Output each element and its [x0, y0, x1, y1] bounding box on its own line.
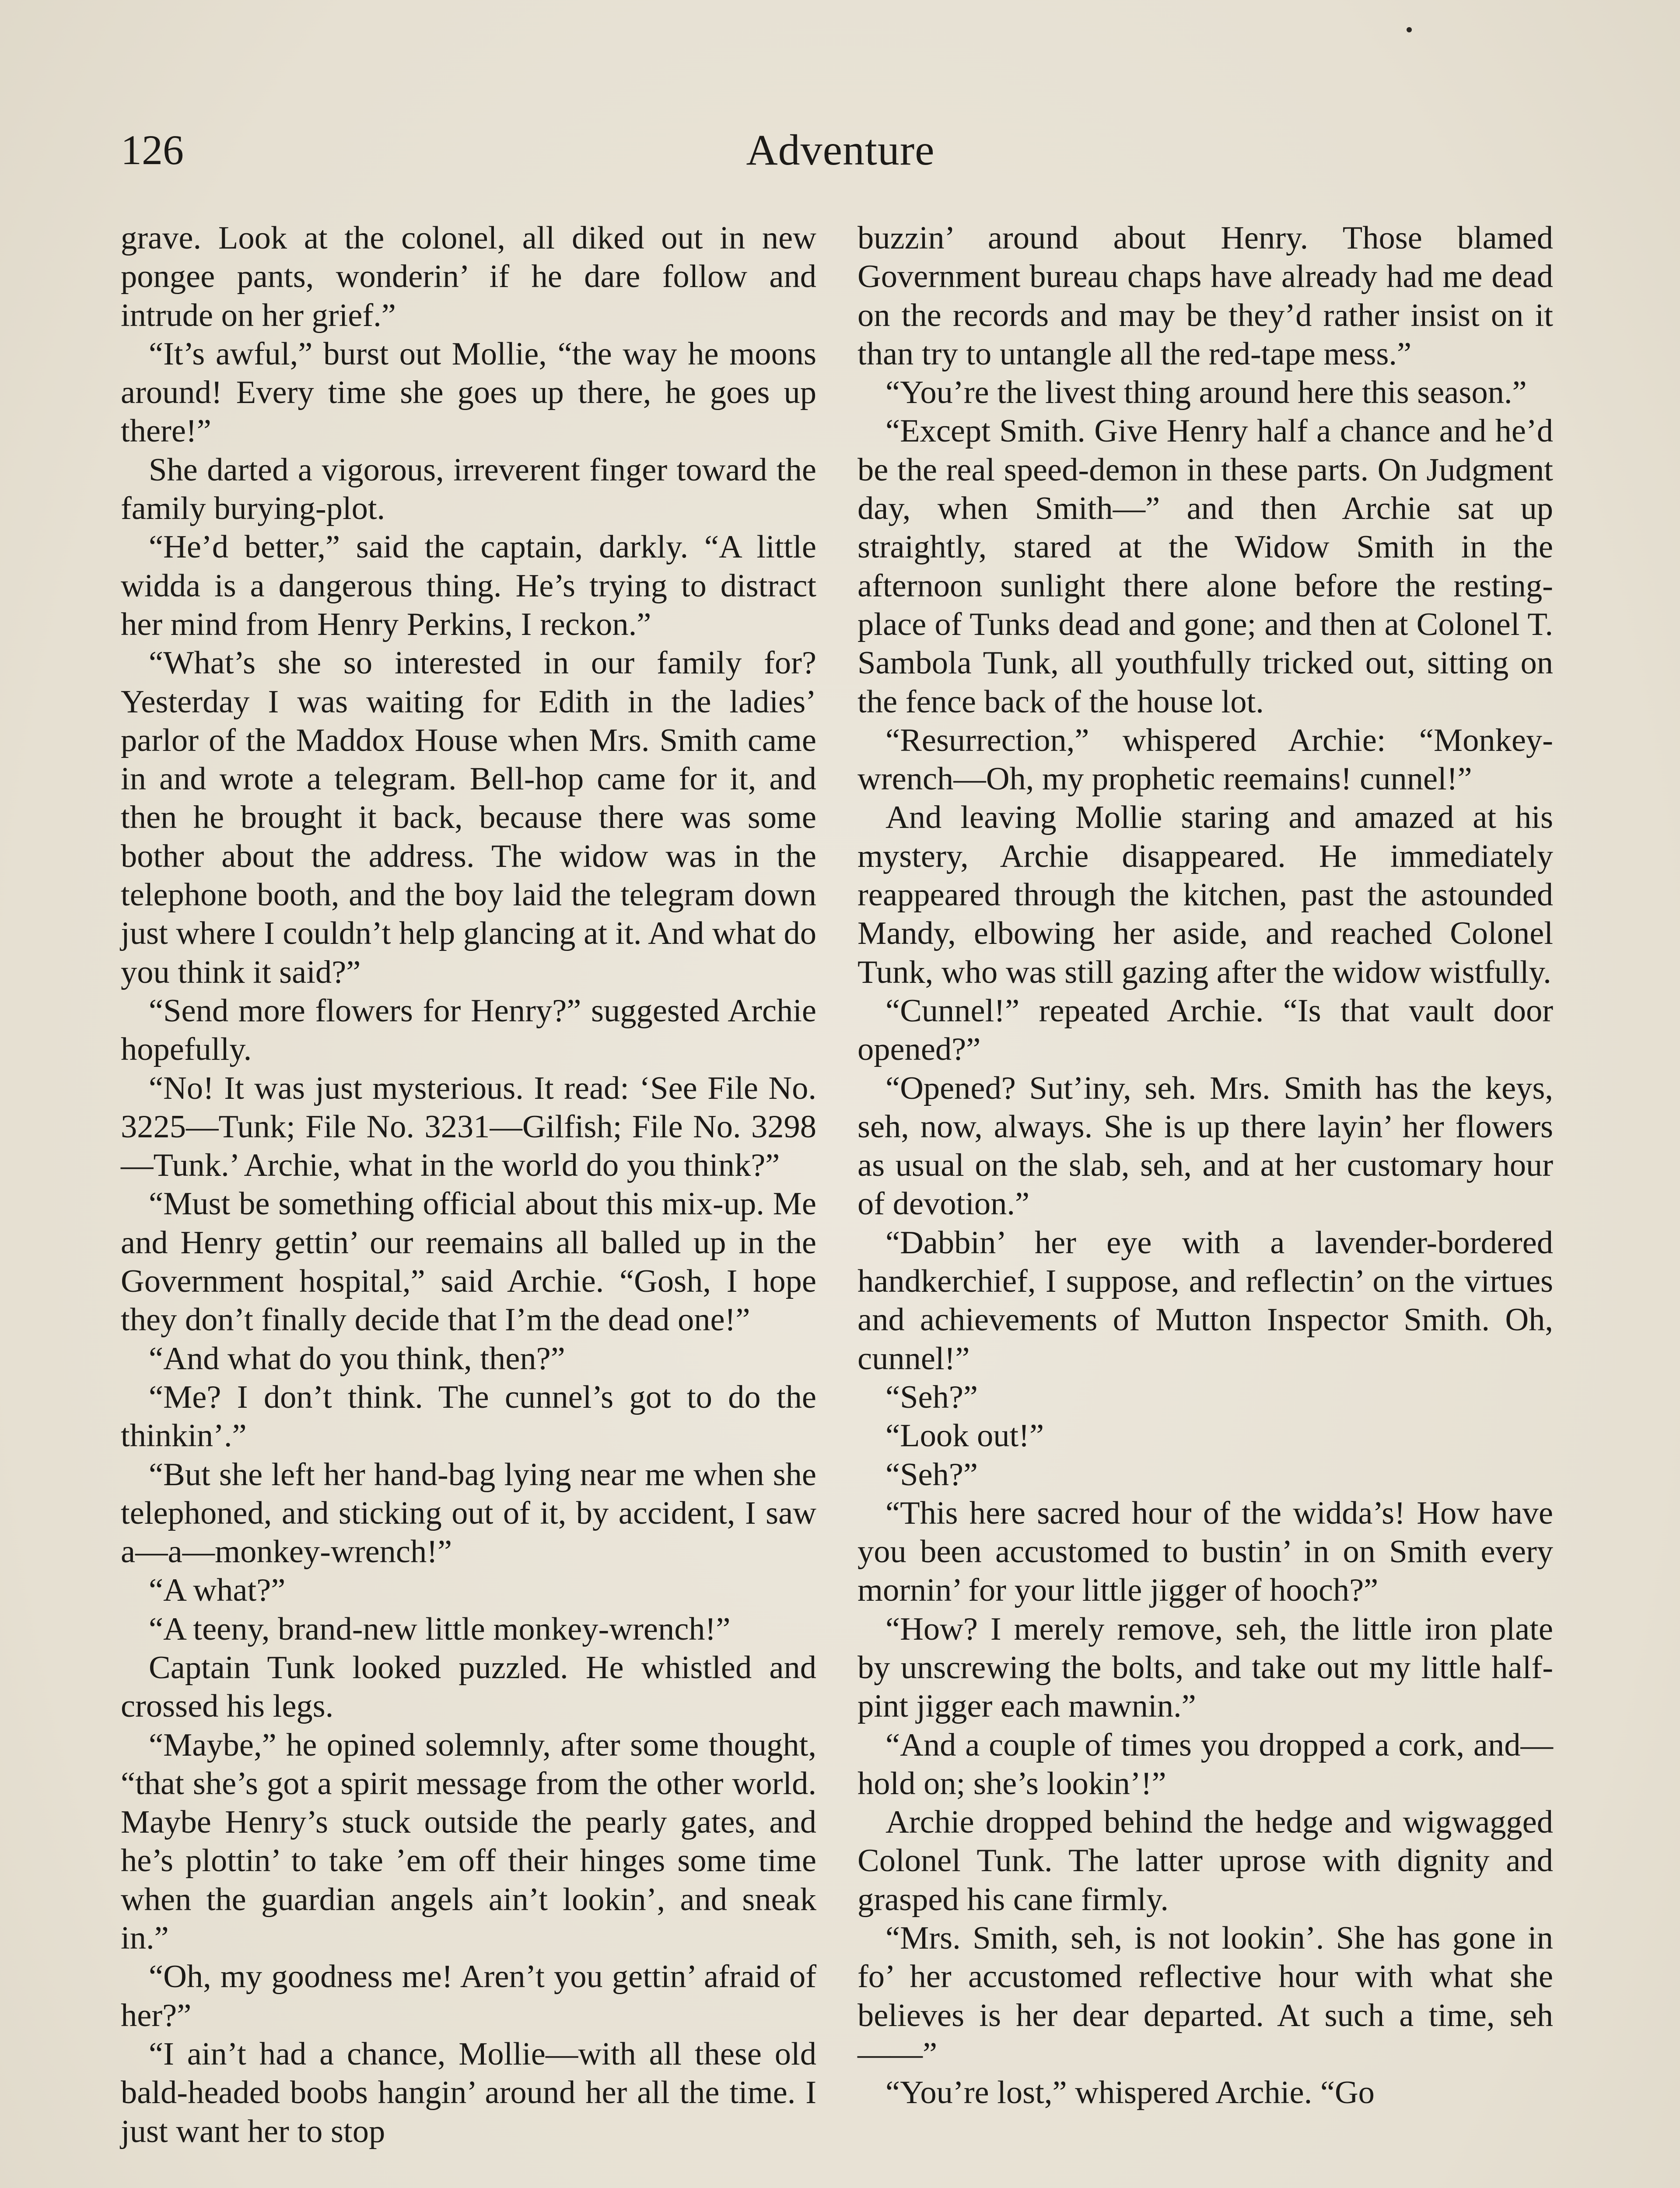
paragraph: “Must be something official about this mix-up. Me and Henry gettin’ our reemains all balled up in the Government hospital,” said Archie. “Gosh, I hope they don’t finally decide that I’m the dead one!”: [121, 1186, 816, 1338]
running-title: Adventure: [746, 126, 935, 174]
paragraph: “Me? I don’t think. The cunnel’s got to do the thinkin’.”: [121, 1379, 816, 1454]
paragraph: Archie dropped behind the hedge and wigwagged Colonel Tunk. The latter uprose with dignity and grasped his cane firmly.: [858, 1804, 1553, 1918]
paragraph: She darted a vigorous, irreverent finger toward the family burying-plot.: [121, 452, 816, 527]
paragraph: “Oh, my goodness me! Aren’t you gettin’ afraid of her?”: [121, 1959, 816, 2034]
paragraph: “Seh?”: [886, 1379, 978, 1415]
paragraph: “You’re the livest thing around here this season.”: [886, 375, 1527, 411]
paragraph: “Maybe,” he opined solemnly, after some thought, “that she’s got a spirit message from the other world. Maybe Henry’s stuck outside the pearly gates, and he’s plottin’ to take ’em off their hinges some time when the guardian angels ain’t lookin’, and sneak in.”: [121, 1727, 816, 1957]
paragraph: “He’d better,” said the captain, darkly. “A little widda is a dangerous thing. He’s trying to distract her mind from Henry Perkins, I reckon.”: [121, 529, 816, 642]
paragraph: And leaving Mollie staring and amazed at his mystery, Archie disappeared. He immediately reappeared through the kitchen, past the astounded Mandy, elbowing her aside, and reached Colonel Tunk, who was still gazing after the widow wistfully.: [858, 799, 1553, 990]
paragraph: “Except Smith. Give Henry half a chance and he’d be the real speed-demon in these parts. On Judgment day, when Smith—” and then Archie sat up straightly, stared at the Widow Smith in the afternoon sunlight there alone before the resting-place of Tunks dead and gone; and then at Colonel T. Sambola Tunk, all youthfully tricked out, sitting on the fence back of the house lot.: [858, 413, 1553, 720]
paragraph: “Seh?”: [886, 1456, 978, 1493]
paragraph: “You’re lost,” whispered Archie. “Go: [886, 2075, 1375, 2111]
paragraph: “Mrs. Smith, seh, is not lookin’. She has gone in fo’ her accustomed reflective hour with what she believes is her dear departed. At such a time, seh——”: [858, 1920, 1553, 2072]
paragraph: “What’s she so interested in our family for? Yesterday I was waiting for Edith in the ladies’ parlor of the Maddox House when Mrs. Smith came in and wrote a telegram. Bell-hop came for it, and then he brought it back, because there was some bother about the address. The widow was in the telephone booth, and the boy laid the telegram down just where I couldn’t help glancing at it. And what do you think it said?”: [121, 645, 816, 990]
paragraph: “Opened? Sut’iny, seh. Mrs. Smith has the keys, seh, now, always. She is up there layin’ her flowers as usual on the slab, seh, and at her customary hour of devotion.”: [858, 1070, 1553, 1222]
paragraph: buzzin’ around about Henry. Those blamed Government bureau chaps have already had me dead on the records and may be they’d rather insist on it than try to untangle all the red-tape mess.”: [858, 220, 1553, 372]
paragraph: “Dabbin’ her eye with a lavender-bordered handkerchief, I suppose, and reflectin’ on the virtues and achievements of Mutton Inspector Smith. Oh, cunnel!”: [858, 1224, 1553, 1377]
paragraph: “This here sacred hour of the widda’s! How have you been accustomed to bustin’ in on Smith every mornin’ for your little jigger of hooch?”: [858, 1495, 1553, 1609]
paragraph: “A teeny, brand-new little monkey-wrench!”: [149, 1611, 731, 1647]
page-number: 126: [121, 126, 184, 173]
paragraph: “How? I merely remove, seh, the little iron plate by unscrewing the bolts, and take out my little half-pint jigger each mawnin.”: [858, 1611, 1553, 1725]
paragraph: “And what do you think, then?”: [149, 1340, 565, 1377]
paragraph: “Look out!”: [886, 1418, 1044, 1454]
paragraph: Captain Tunk looked puzzled. He whistled and crossed his legs.: [121, 1649, 816, 1725]
paragraph: “But she left her hand-bag lying near me when she telephoned, and sticking out of it, by accident, I saw a—a—monkey-wrench!”: [121, 1456, 816, 1570]
paragraph: “I ain’t had a chance, Mollie—with all these old bald-headed boobs hangin’ around her all the time. I just want her to stop: [121, 2036, 816, 2149]
right-text-column: [858, 219, 1553, 2112]
left-text-column: [121, 219, 816, 2151]
paragraph: “No! It was just mysterious. It read: ‘See File No. 3225—Tunk; File No. 3231—Gilfish; File No. 3298—Tunk.’ Archie, what in the world do you think?”: [121, 1070, 816, 1184]
paragraph: “It’s awful,” burst out Mollie, “the way he moons around! Every time she goes up there, he goes up there!”: [121, 336, 816, 449]
paragraph: “Send more flowers for Henry?” suggested Archie hopefully.: [121, 992, 816, 1068]
paragraph: “And a couple of times you dropped a cork, and—hold on; she’s lookin’!”: [858, 1727, 1553, 1802]
ink-speck: [1407, 27, 1412, 32]
page-header: [121, 117, 1560, 183]
paragraph: “Resurrection,” whispered Archie: “Monkey-wrench—Oh, my prophetic reemains! cunnel!”: [858, 722, 1553, 797]
paragraph: “Cunnel!” repeated Archie. “Is that vault door opened?”: [858, 992, 1553, 1068]
paragraph: “A what?”: [149, 1572, 286, 1609]
paragraph: grave. Look at the colonel, all diked out in new pongee pants, wonderin’ if he dare follow and intrude on her grief.”: [121, 220, 816, 333]
